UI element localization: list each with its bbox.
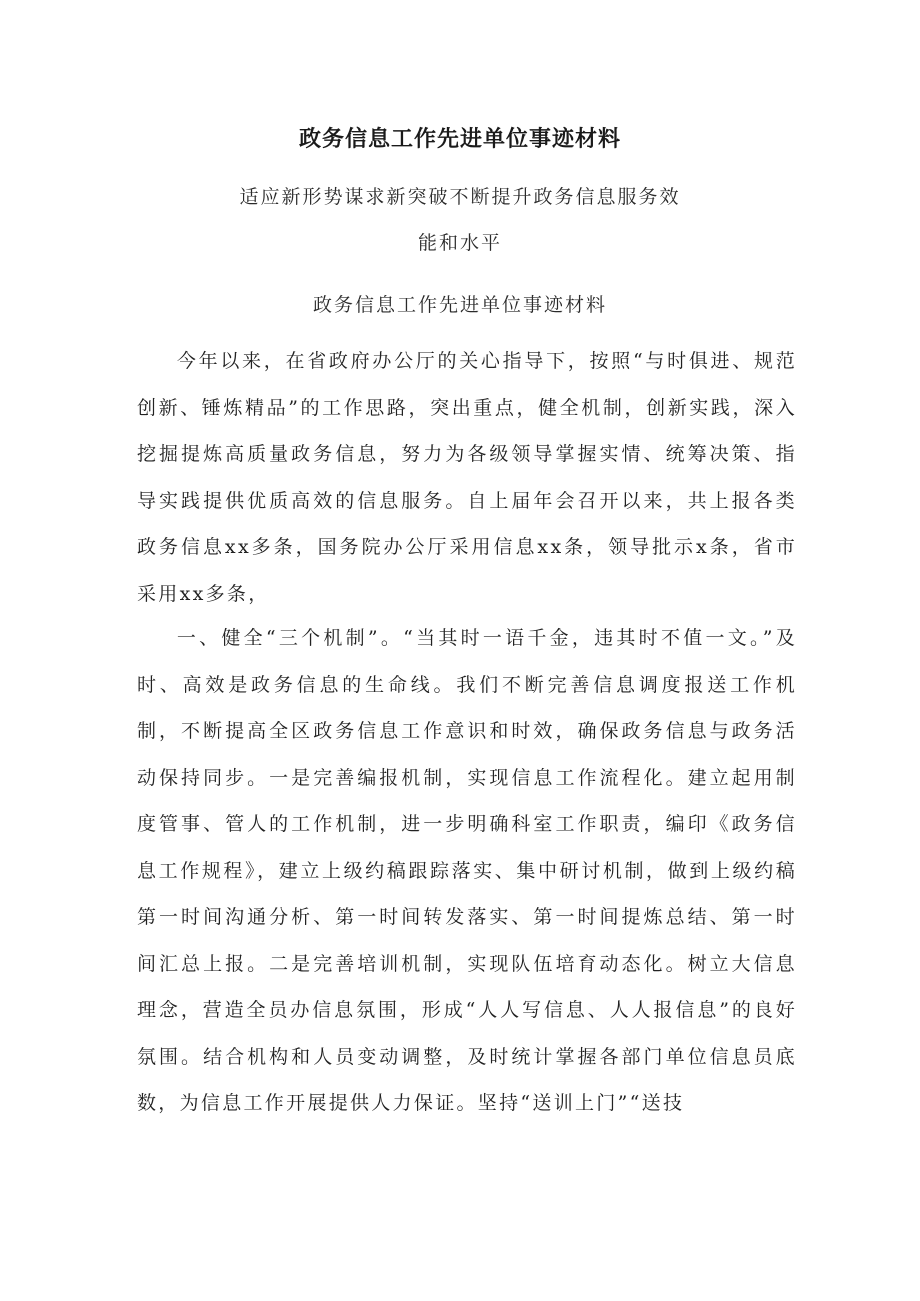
body-paragraph-2: 一、健全“三个机制”。“当其时一语千金，违其时不值一文。”及时、高效是政务信息的生命线。我们不断完善信息调度报送工作机制，不断提高全区政务信息工作意识和时效，确保政务信息与政务活动保持同步。一是完善编报机制，实现信息工作流程化。建立起用制度管事、管人的工作机制，进一步明确科室工作职责，编印《政务信息工作规程》，建立上级约稿跟踪落实、集中研讨机制，做到上级约稿第一时间沟通分析、第一时间转发落实、第一时间提炼总结、第一时间汇总上报。二是完善培训机制，实现队伍培育动态化。树立大信息理念，营造全员办信息氛围，形成“人人写信息、人人报信息”的良好氛围。结合机构和人员变动调整，及时统计掌握各部门单位信息员底数，为信息工作开展提供人力保证。坚持“送训上门”“送技 [137,627,797,1114]
subtitle-line-1: 适应新形势谋求新突破不断提升政务信息服务效 [239,186,681,208]
subtitle-line-2: 能和水平 [417,232,502,254]
document-title: 政务信息工作先进单位事迹材料 [298,127,621,152]
subtitle-line-3: 政务信息工作先进单位事迹材料 [312,294,607,316]
body-paragraph-1: 今年以来，在省政府办公厅的关心指导下，按照“与时俱进、规范创新、锤炼精品”的工作思路，突出重点，健全机制，创新实践，深入挖掘提炼高质量政务信息，努力为各级领导掌握实情、统筹决策、指导实践提供优质高效的信息服务。自上届年会召开以来，共上报各类政务信息xx多条，国务院办公厅采用信息xx条，领导批示x条，省市采用xx多条， [137,350,797,605]
